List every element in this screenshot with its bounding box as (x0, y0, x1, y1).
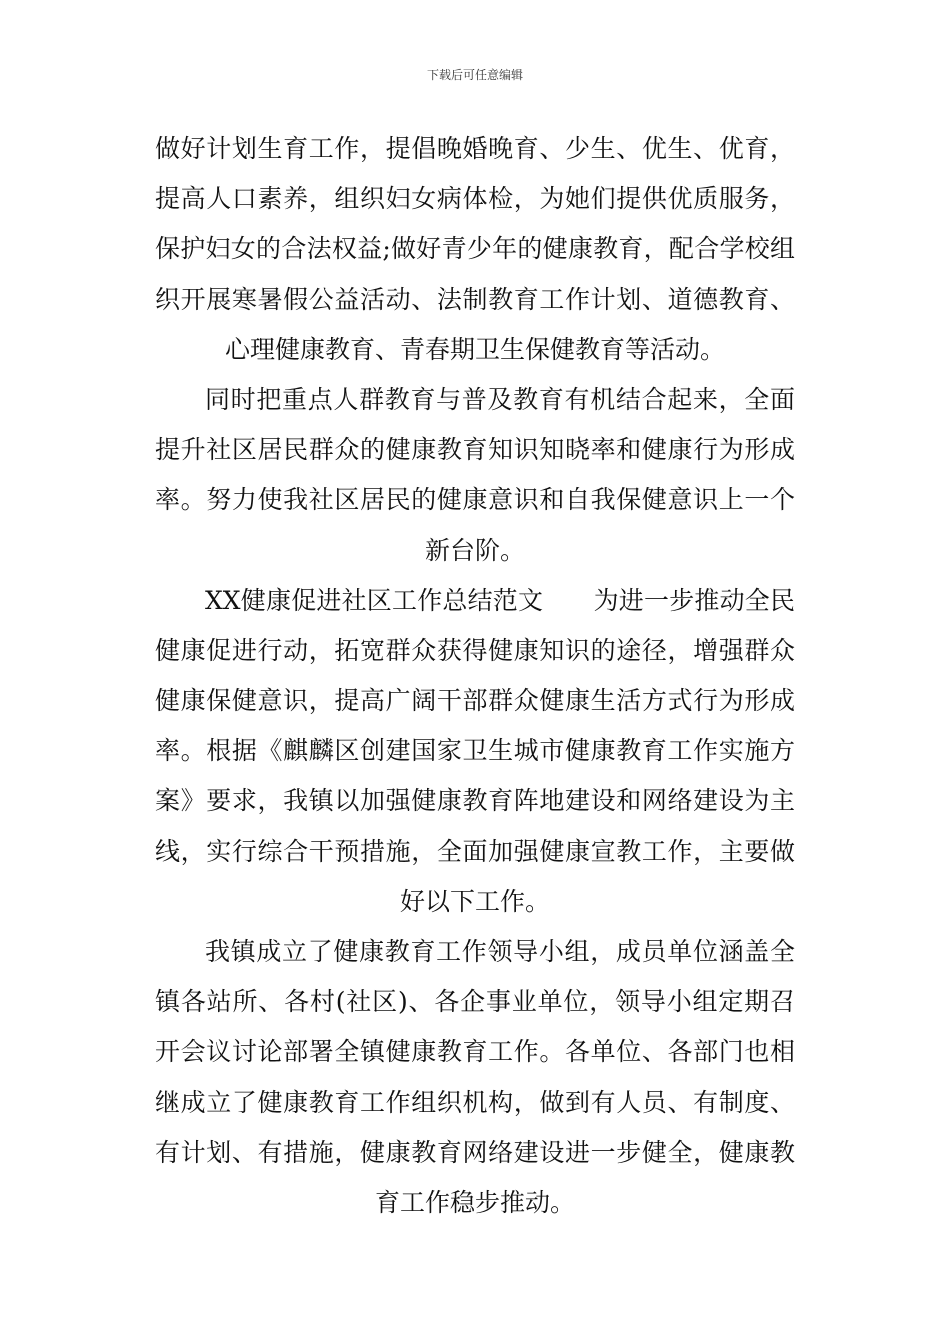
text-line: 有计划、有措施，健康教育网络建设进一步健全，健康教 (155, 1137, 795, 1167)
paragraph-summary-intro (155, 576, 795, 927)
text-line: 开会议讨论部署全镇健康教育工作。各单位、各部门也相 (155, 1037, 795, 1067)
text-line: 保护妇女的合法权益;做好青少年的健康教育，配合学校组 (155, 234, 795, 264)
text-line: 案》要求，我镇以加强健康教育阵地建设和网络建设为主 (155, 786, 795, 816)
text-line: 健康促进行动，拓宽群众获得健康知识的途径，增强群众 (155, 635, 795, 665)
text-line: XX健康促进社区工作总结范文 为进一步推动全民 (205, 585, 795, 615)
text-line: 做好计划生育工作，提倡晚婚晚育、少生、优生、优育， (155, 134, 795, 163)
text-line: 同时把重点人群教育与普及教育有机结合起来，全面 (205, 384, 795, 414)
text-line: 提高人口素养，组织妇女病体检，为她们提供优质服务， (155, 184, 795, 214)
text-line: 镇各站所、各村(社区)、各企事业单位，领导小组定期召 (155, 987, 795, 1017)
document-body (155, 124, 795, 1228)
header-note: 下载后可任意编辑 (426, 68, 523, 82)
text-line: 我镇成立了健康教育工作领导小组，成员单位涵盖全 (205, 937, 795, 966)
paragraph-family-planning (155, 124, 795, 375)
paragraph-leadership-group (155, 927, 795, 1228)
text-line: 心理健康教育、青春期卫生保健教育等活动。 (224, 334, 725, 364)
text-line: 好以下工作。 (399, 886, 550, 916)
text-line: 健康保健意识，提高广阔干部群众健康生活方式行为形成 (155, 686, 795, 716)
text-line: 提升社区居民群众的健康教育知识知晓率和健康行为形成 (155, 435, 795, 465)
text-line: 率。根据《麒麟区创建国家卫生城市健康教育工作实施方 (155, 736, 795, 766)
text-line: 线，实行综合干预措施，全面加强健康宣教工作，主要做 (155, 836, 795, 866)
text-line: 继成立了健康教育工作组织机构，做到有人员、有制度、 (155, 1087, 795, 1117)
text-line: 率。努力使我社区居民的健康意识和自我保健意识上一个 (155, 485, 795, 515)
text-line: 育工作稳步推动。 (374, 1187, 575, 1217)
paragraph-key-groups (155, 375, 795, 576)
text-line: 新台阶。 (424, 535, 525, 565)
text-line: 织开展寒暑假公益活动、法制教育工作计划、道德教育、 (155, 284, 795, 314)
